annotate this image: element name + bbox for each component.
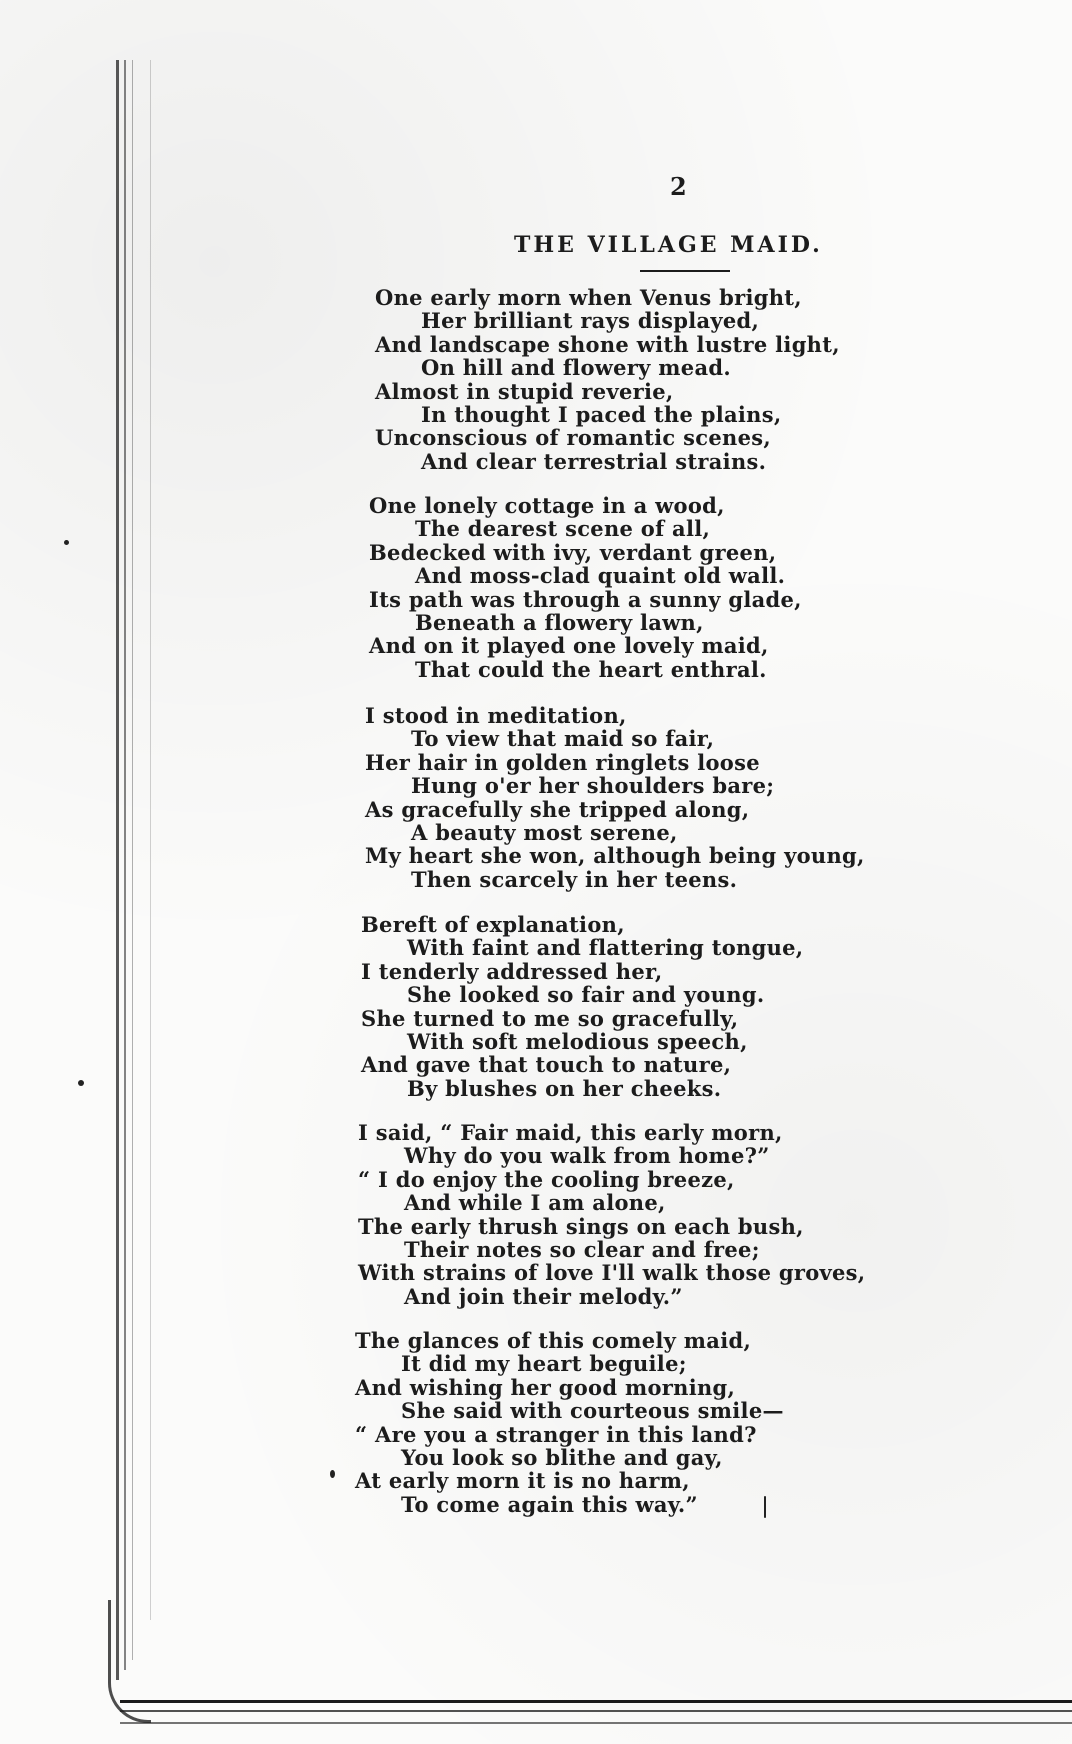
verse-line: I stood in meditation, <box>365 703 627 728</box>
verse-line: Then scarcely in her teens. <box>411 866 738 892</box>
page-corner-curve <box>108 1600 151 1723</box>
verse-line: Hung o'er her shoulders bare; <box>411 773 775 799</box>
verse-line: The glances of this comely maid, <box>355 1328 752 1353</box>
title-rule <box>640 270 730 272</box>
poem-title: THE VILLAGE MAID. <box>514 232 823 258</box>
verse-line: “ Are you a stranger in this land? <box>355 1421 757 1447</box>
verse-line: By blushes on her cheeks. <box>407 1075 722 1101</box>
verse-line: Her hair in golden ringlets loose <box>365 749 760 775</box>
page-number: 2 <box>670 172 688 201</box>
verse-line: It did my heart beguile; <box>401 1351 687 1377</box>
stanza <box>361 913 941 1100</box>
ink-speck <box>64 540 69 545</box>
stanza <box>375 286 955 473</box>
verse-line: As gracefully she tripped along, <box>365 796 750 822</box>
verse-line: She turned to me so gracefully, <box>361 1005 739 1031</box>
verse-line: And wishing her good morning, <box>355 1374 736 1400</box>
verse-line: I said, “ Fair maid, this early morn, <box>358 1120 783 1145</box>
ink-speck <box>330 1470 335 1478</box>
verse-line: And gave that touch to nature, <box>361 1052 732 1078</box>
verse-line: With faint and flattering tongue, <box>407 935 804 961</box>
ink-speck <box>78 1080 84 1086</box>
binding-edge-line <box>116 60 119 1680</box>
binding-edge-line <box>132 60 133 1660</box>
bottom-edge-line <box>120 1722 1072 1724</box>
binding-edge-line <box>150 60 151 1620</box>
binding-edge-line <box>124 60 126 1670</box>
verse-line: That could the heart enthral. <box>415 656 767 682</box>
verse-line: Her brilliant rays displayed, <box>421 308 760 334</box>
stanza <box>355 1329 935 1516</box>
verse-line: Their notes so clear and free; <box>404 1237 760 1263</box>
bottom-edge-line <box>120 1710 1072 1712</box>
verse-line: To view that maid so fair, <box>411 726 715 752</box>
stanza <box>358 1121 938 1308</box>
verse-line: Unconscious of romantic scenes, <box>375 425 771 451</box>
verse-line: Bereft of explanation, <box>361 912 625 937</box>
verse-line: In thought I paced the plains, <box>421 402 782 428</box>
verse-line: “ I do enjoy the cooling breeze, <box>358 1166 735 1192</box>
verse-line: I tenderly addressed her, <box>361 958 663 984</box>
verse-line: One lonely cottage in a wood, <box>369 493 725 518</box>
verse-line: And moss-clad quaint old wall. <box>415 563 786 589</box>
verse-line: One early morn when Venus bright, <box>375 285 802 310</box>
verse-line: The dearest scene of all, <box>415 516 711 542</box>
verse-line: And landscape shone with lustre light, <box>375 331 840 357</box>
verse-line: On hill and flowery mead. <box>421 355 731 381</box>
verse-line: Beneath a flowery lawn, <box>415 610 704 636</box>
verse-line: And join their melody.” <box>404 1283 683 1309</box>
verse-line: With soft melodious speech, <box>407 1029 748 1055</box>
verse-line: She said with courteous smile— <box>401 1398 784 1424</box>
verse-line: And clear terrestrial strains. <box>421 448 767 474</box>
stanza <box>365 704 945 891</box>
verse-line: Its path was through a sunny glade, <box>369 586 802 612</box>
verse-line: Bedecked with ivy, verdant green, <box>369 539 777 565</box>
verse-line: And while I am alone, <box>404 1190 666 1216</box>
verse-line: Almost in stupid reverie, <box>375 378 674 404</box>
verse-line: The early thrush sings on each bush, <box>358 1213 804 1239</box>
verse-line: She looked so fair and young. <box>407 982 765 1008</box>
stanza <box>369 494 949 681</box>
verse-line: My heart she won, although being young, <box>365 843 865 869</box>
bottom-edge-line <box>120 1700 1072 1703</box>
verse-line: With strains of love I'll walk those groves, <box>358 1260 866 1286</box>
verse-line: And on it played one lovely maid, <box>369 633 769 659</box>
verse-line: Why do you walk from home?” <box>404 1143 770 1169</box>
verse-line: You look so blithe and gay, <box>401 1445 723 1471</box>
verse-line: A beauty most serene, <box>411 820 678 846</box>
verse-line: To come again this way.” <box>401 1491 698 1517</box>
verse-line: At early morn it is no harm, <box>355 1468 690 1494</box>
